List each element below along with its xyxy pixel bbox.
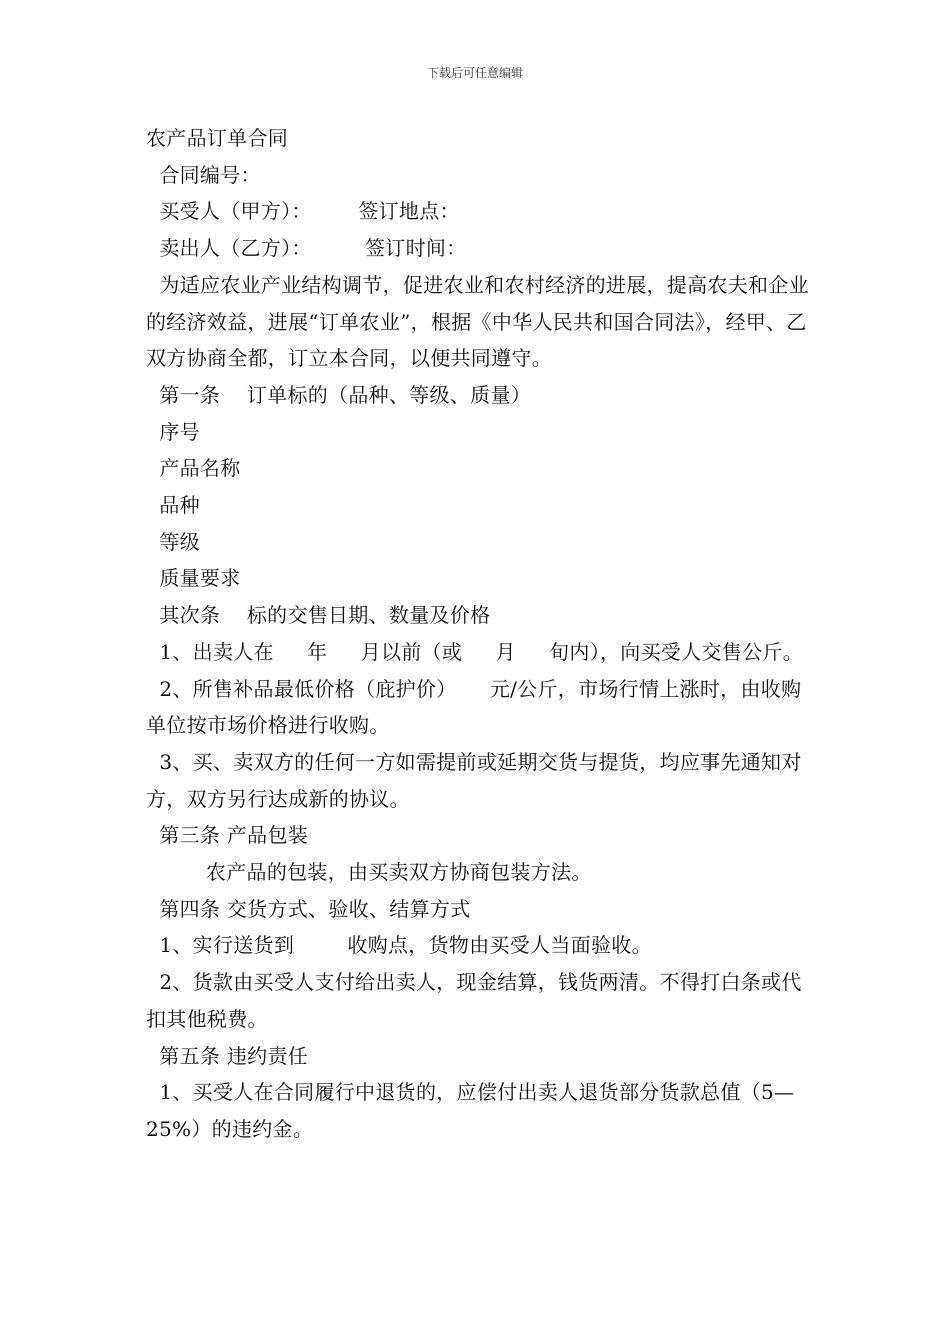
field-product-name: 产品名称 [146,456,241,481]
article-2-clause-3: 3、买、卖双方的任何一方如需提前或延期交货与提货，均应事先通知对方，双方另行达成新的协议。 [146,749,802,811]
article-2-clause-2: 2、所售补品最低价格（庇护价） 元/公斤，市场行情上涨时，由收购单位按市场价格进行收购。 [146,676,802,738]
article-4-clause-1: 1、实行送货到 收购点，货物由买受人当面验收。 [146,933,652,958]
article-4-clause-2: 2、货款由买受人支付给出卖人，现金结算，钱货两清。不得打白条或代扣其他税费。 [146,970,802,1031]
field-serial-number: 序号 [146,419,200,444]
field-variety: 品种 [146,493,200,518]
seller-line: 卖出人（乙方）： 签订时间： [146,236,467,261]
article-4-heading: 第四条 交货方式、验收、结算方式 [146,896,471,921]
article-2-clause-1: 1、出卖人在 年 月以前（或 月 旬内），向买受人交售公斤。 [146,639,804,664]
preamble-paragraph: 为适应农业产业结构调节，促进农业和农村经济的进展，提高农夫和企业的经济效益，进展“订单农业”，根据《中华人民共和国合同法》，经甲、乙双方协商全都，订立本合同，以便共同遵守。 [146,272,809,371]
contract-number-line: 合同编号： [146,162,261,187]
article-3-heading: 第三条 产品包装 [146,823,309,848]
contract-title: 农产品订单合同 [146,126,289,150]
buyer-line: 买受人（甲方）： 签订地点： [146,199,460,224]
article-5-heading: 第五条 违约责任 [146,1043,309,1068]
field-grade: 等级 [146,529,200,554]
article-1-heading: 第一条 订单标的（品种、等级、质量） [146,382,532,407]
article-5-clause-1: 1、买受人在合同履行中退货的，应偿付出卖人退货部分货款总值（5—25%）的违约金。 [146,1080,795,1141]
page-header-note: 下载后可任意编辑 [426,66,523,80]
article-3-clause: 农产品的包装，由买卖双方协商包装方法。 [146,860,592,885]
article-2-heading: 其次条 标的交售日期、数量及价格 [146,603,491,628]
contract-body [146,120,810,1148]
field-quality-requirement: 质量要求 [146,566,241,591]
